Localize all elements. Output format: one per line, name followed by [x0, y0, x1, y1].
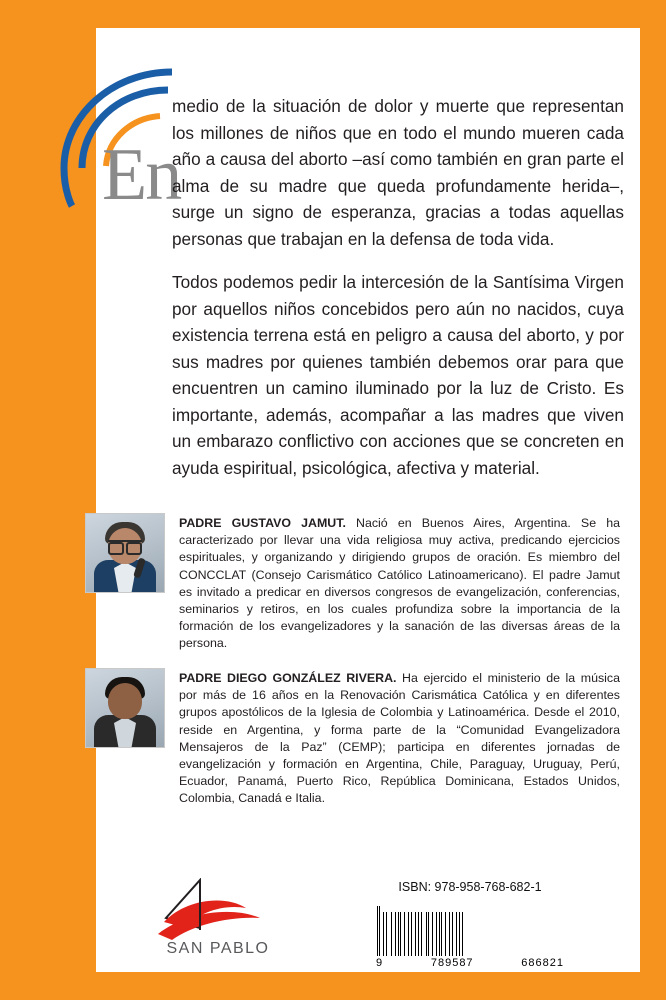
author-bio-text [179, 668, 620, 808]
author-bio-text [179, 513, 620, 653]
author-description: Ha ejercido el ministerio de la música por más de 16 años en la Renovación Carismática Católica y en diferentes grupos apostólicos de la Iglesia de Colombia y Latinoamérica. Desde el 2010, reside en Argentina, y forma parte de la “Comunidad Evangelizadora Mensajeros de la Paz” (CEMP); participa en diferentes jornadas de evangelización y formación en Argentina, Chile, Paraguay, Uruguay, Perú, Ecuador, Panamá, Puerto Rico, República Dominicana, Estados Unidos, Colombia, Canadá e Italia. [179, 671, 620, 806]
publisher-logo [128, 878, 308, 968]
barcode-digit-left: 9 [376, 957, 384, 969]
paragraph-1: medio de la situación de dolor y muerte que representan los millones de niños que en todo el mundo mueren cada año a causa del aborto –así como también en gran parte el alma de su madre que queda profundamente herida–, surge un signo de esperanza, gracias a todas aquellas personas que trabajan en la defensa de toda vida. [172, 96, 624, 249]
dropcap-letters: En [102, 134, 181, 216]
author-description: Nació en Buenos Aires, Argentina. Se ha caracterizado por llevar una vida religiosa muy activa, predicando ejercicios espirituales, y organizando y dirigiendo grupos de oración. Es miembro del CONCCLAT (Consejo Carismático Católico Latinoamericano). El padre Jamut es invitado a predicar en diversos congresos de evangelización, conferencias, seminarios y retiros, en los cuales profundiza sobre la importancia de la formación de los evangelizadores y la sanación de las diversas áreas de la persona. [179, 516, 620, 651]
orange-border-right [640, 0, 666, 1000]
orange-border-top [0, 0, 666, 28]
author-name: PADRE DIEGO GONZÁLEZ RIVERA. [179, 671, 397, 685]
san-pablo-logo-icon [128, 878, 308, 948]
author-photo-icon [85, 513, 165, 593]
author-name: PADRE GUSTAVO JAMUT. [179, 516, 346, 530]
author-photo-icon [85, 668, 165, 748]
barcode-digit-right: 686821 [521, 957, 564, 969]
author-bio-gustavo-jamut [85, 513, 620, 653]
back-cover-copy [172, 93, 624, 481]
orange-border-bottom [0, 972, 666, 1000]
paragraph-2: Todos podemos pedir la intercesión de la Santísima Virgen por aquellos niños concebidos pero aún no nacidos, cuya existencia terrena está en peligro a causa del aborto, y por sus madres por quienes también debemos orar para que encuentren un camino iluminado por la luz de Cristo. Es importante, además, acompañar a las madres que viven un embarazo conflictivo con acciones que se concreten en ayuda espiritual, psicológica, afectiva y material. [172, 272, 624, 478]
isbn-label: ISBN: 978-958-768-682-1 [398, 880, 542, 894]
barcode-digits [370, 957, 570, 969]
publisher-name: SAN PABLO [166, 940, 270, 957]
isbn-block [370, 880, 570, 969]
author-bio-diego-gonzalez-rivera [85, 668, 620, 808]
barcode-digit-mid: 789587 [430, 957, 474, 969]
barcode-icon [377, 900, 563, 956]
